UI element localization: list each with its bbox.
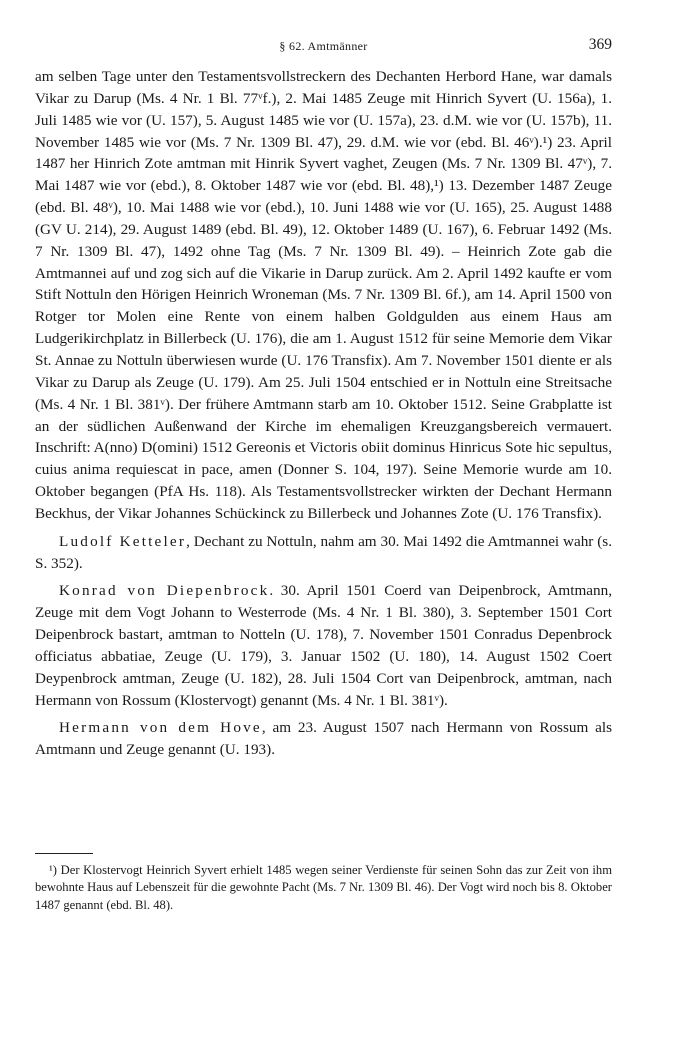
main-text [35,66,612,761]
footnote-rule [35,853,93,854]
footnote-text [35,862,612,914]
person-name: Ludolf Ketteler [59,532,187,550]
entry-hermann-von-dem-hove [35,717,612,761]
entry-text: . 30. April 1501 Coerd van Deipenbrock, Amtmann, Zeuge mit dem Vogt Johann to Westerrode (Ms. 4 Nr. 1 Bl. 380), 3. September 1501 Cort Deipenbrock bastart, amtman to Notteln (U. 178), 7. November 1501 Conradus Depenbrock officiatus abbatiae, Zeuge (U. 179), 3. Januar 1502 (U. 180), 14. August 1502 Coert Deypenbrock amtman, Zeuge (U. 182), 28. Juli 1504 Cort van Deipenbrock, amtman, nach Hermann von Rossum (Klostervogt) genannt (Ms. 4 Nr. 1 Bl. 381ᵛ). [35,582,612,709]
page-number: 369 [588,36,612,53]
footnote-body: Der Klostervogt Heinrich Syvert erhielt 1485 wegen seiner Verdienste für seinen Sohn das zur Zeit von ihm bewohnte Haus auf Lebenszeit für die gewohnte Pacht (Ms. 7 Nr. 1309 Bl. 46). Der Vogt wird noch bis 8. Oktober 1487 genannt (ebd. Bl. 48). [35,863,612,912]
footnote-marker: ¹) [49,863,57,877]
entry-text: , am 23. August 1507 nach Hermann von Rossum als Amtmann und Zeuge genannt (U. 193). [35,719,612,759]
running-header [35,36,612,56]
entry-konrad-von-diepenbrock [35,580,612,711]
section-title: § 62. Amtmänner [279,39,368,53]
entry-ludolf-ketteler [35,531,612,575]
person-name: Hermann von dem Hove [59,719,262,737]
paragraph-heinrich-zote: am selben Tage unter den Testamentsvollstreckern des Dechanten Herbord Hane, war damals Vikar zu Darup (Ms. 4 Nr. 1 Bl. 77ᵛf.), 2. Mai 1485 Zeuge mit Hinrich Syvert (U. 156a), 1. Juli 1485 wie vor (U. 157), 5. August 1485 wie vor (U. 157a), 23. d.M. wie vor (U. 157b), 11. November 1485 wie vor (Ms. 7 Nr. 1309 Bl. 47), 29. d.M. wie vor (ebd. Bl. 46ᵛ).¹) 23. April 1487 her Hinrich Zote amtman mit Hinrik Syvert vaghet, Zeugen (Ms. 7 Nr. 1309 Bl. 47ᵛ), 7. Mai 1487 wie vor (ebd.), 8. Oktober 1487 wie vor (ebd. Bl. 48),¹) 13. Dezember 1487 Zeuge (ebd. Bl. 48ᵛ), 10. Mai 1488 wie vor (ebd.), 10. Juni 1488 wie vor (U. 165), 25. August 1488 (GV U. 214), 29. August 1489 (ebd. Bl. 49), 12. Oktober 1489 (U. 167), 6. Februar 1492 (Ms. 7 Nr. 1309 Bl. 47), 1492 ohne Tag (Ms. 7 Nr. 1309 Bl. 49). – Heinrich Zote gab die Amtmannei auf und zog sich auf die Vikarie in Darup zurück. Am 2. April 1492 kaufte er vom Stift Nottuln den Hörigen Heinrich Wroneman (Ms. 7 Nr. 1309 Bl. 6f.), am 14. April 1500 von Rotger tor Molen eine Rente von einem halben Goldgulden aus einem Haus am Ludgerikirchplatz in Billerbeck (U. 176), die am 1. August 1512 für seine Memorie dem Vikar St. Annae zu Nottuln überwiesen wurde (U. 176 Transfix). Am 7. November 1501 diente er als Vikar zu Darup als Zeuge (U. 179). Am 25. Juli 1504 entschied er in Nottuln eine Streitsache (Ms. 4 Nr. 1 Bl. 381ᵛ). Der frühere Amtmann starb am 10. Oktober 1512. Seine Grabplatte ist an der südlichen Außenwand der Kirche im ehemaligen Kreuzgangsbereich vermauert. Inschrift: A(nno) D(omini) 1512 Gereonis et Victoris obiit dominus Hinricus Sote hic sepultus, cuius anima requiescat in pace, amen (Donner S. 104, 197). Seine Memorie wurde am 10. Oktober begangen (PfA Hs. 118). Als Testamentsvollstrecker wirkten der Dechant Hermann Beckhus, der Vikar Johannes Schückinck zu Billerbeck und Johannes Zote (U. 176 Transfix). [35,68,612,522]
entry-text: , Dechant zu Nottuln, nahm am 30. Mai 1492 die Amtmannei wahr (s. S. 352). [35,532,612,572]
person-name: Konrad von Diepenbrock [59,582,270,600]
footnote [35,862,612,914]
